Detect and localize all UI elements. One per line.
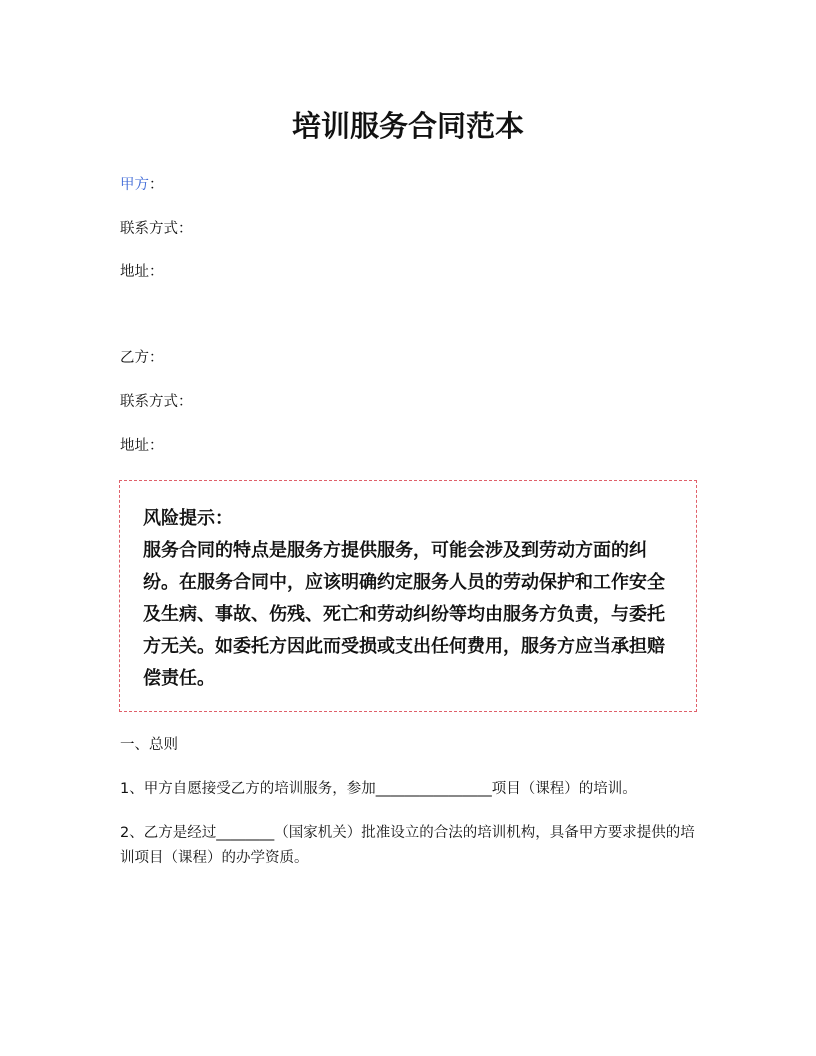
party-b-address: 地址：: [120, 438, 164, 454]
party-a-line: [120, 175, 164, 195]
clause-2: 2、乙方是经过________（国家机关）批准设立的合法的培训机构，具备甲方要求提供的培训项目（课程）的办学资质。: [120, 825, 695, 866]
risk-notice-text: [143, 503, 673, 695]
section-general-heading: 一、总则: [120, 737, 178, 753]
party-b-contact: 联系方式：: [120, 394, 193, 410]
risk-heading: 风险提示：: [143, 508, 233, 529]
clause-1: 1、甲方自愿接受乙方的培训服务，参加________________项目（课程）的培训。: [120, 781, 637, 797]
risk-notice-box: [119, 480, 697, 712]
colon: ：: [149, 177, 164, 193]
party-b-line: 乙方：: [120, 350, 164, 366]
party-a-label[interactable]: 甲方: [120, 177, 149, 193]
party-a-contact: 联系方式：: [120, 221, 193, 237]
document-title: 培训服务合同范本: [291, 109, 524, 143]
risk-body: 服务合同的特点是服务方提供服务，可能会涉及到劳动方面的纠纷。在服务合同中，应该明确约定服务人员的劳动保护和工作安全及生病、事故、伤残、死亡和劳动纠纷等均由服务方负责，与委托方无关。如委托方因此而受损或支出任何费用，服务方应当承担赔偿责任。: [143, 540, 665, 689]
party-a-address: 地址：: [120, 264, 164, 280]
